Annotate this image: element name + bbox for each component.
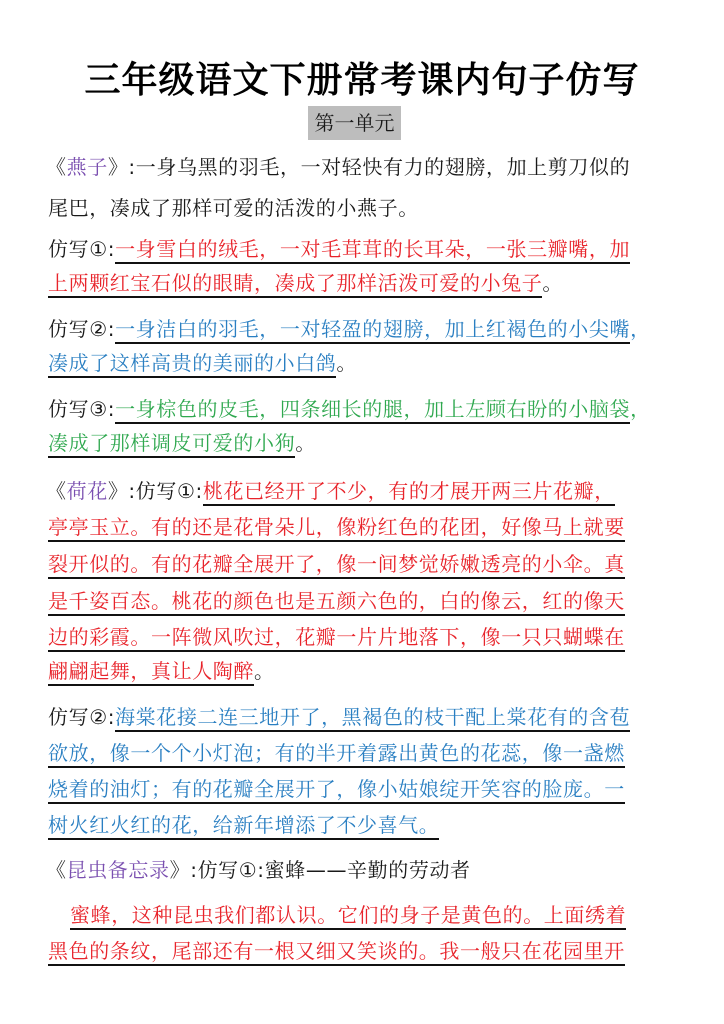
separator: : — [107, 397, 116, 421]
comma: ， — [630, 397, 651, 421]
insect-imitation-line-2 — [48, 936, 625, 972]
comma: ， — [630, 317, 651, 341]
imitation-text: 裂开似的。有的花瓣全展开了，像一间梦觉娇嫩透亮的小伞。真 — [48, 552, 625, 579]
period: 。 — [295, 431, 316, 455]
separator: : — [195, 479, 203, 503]
insect-imitation-line-1 — [70, 900, 626, 936]
imitation-3-line-2 — [48, 428, 316, 464]
imitation-text: 亭亭玉立。有的还是花骨朵儿，像粉红色的花团，好像马上就要 — [48, 515, 625, 542]
lesson-swallow-original-line-2 — [48, 193, 419, 229]
lotus-imitation-1-line-5 — [48, 622, 625, 658]
period: 。 — [542, 271, 564, 295]
imitation-text: 凑成了这样高贵的美丽的小白鸽 — [48, 351, 336, 378]
imitation-2-line-2 — [48, 348, 357, 384]
book-bracket-open: 《 — [46, 858, 67, 882]
imitation-1-line-1 — [48, 234, 630, 270]
imitation-text: 一身雪白的绒毛，一对毛茸茸的长耳朵，一张三瓣嘴，加 — [115, 237, 630, 264]
imitation-text: 是千姿百态。桃花的颜色也是五颜六色的，白的像云，红的像天 — [48, 589, 625, 616]
lotus-imitation-1-line-2 — [48, 512, 625, 548]
imitation-text: 烧着的油灯；有的花瓣全展开了，像小姑娘绽开笑容的脸庞。一 — [48, 777, 625, 804]
imitation-text: 欲放，像一个个小灯泡；有的半开着露出黄色的花蕊，像一盏燃 — [48, 741, 625, 768]
lotus-imitation-1-line-6 — [48, 656, 275, 692]
lesson-swallow-original-line-1 — [46, 152, 630, 188]
separator: : — [107, 705, 116, 729]
imitation-label: 仿写② — [48, 705, 108, 729]
imitation-label: 仿写① — [197, 858, 258, 882]
imitation-2-line-1 — [48, 314, 651, 350]
separator: : — [128, 479, 136, 503]
imitation-text: 上两颗红宝石似的眼睛，凑成了那样活泼可爱的小兔子 — [48, 271, 542, 298]
imitation-text: 蜜蜂，这种昆虫我们都认识。它们的身子是黄色的。上面绣着 — [70, 903, 626, 930]
imitation-text: 树火红火红的花，给新年增添了不少喜气。 — [48, 813, 439, 840]
lesson-title-lotus: 荷花 — [66, 479, 108, 503]
imitation-heading: 蜜蜂——辛勤的劳动者 — [264, 858, 471, 882]
book-bracket-open: 《 — [46, 479, 67, 503]
book-bracket-close: 》 — [169, 858, 191, 882]
original-text: 尾巴，凑成了那样可爱的活泼的小燕子。 — [48, 196, 419, 220]
separator: : — [107, 317, 116, 341]
imitation-text: 一身洁白的羽毛，一对轻盈的翅膀，加上红褐色的小尖嘴 — [115, 317, 630, 344]
imitation-text: 翩翩起舞，真让人陶醉 — [48, 659, 254, 686]
imitation-label: 仿写① — [48, 237, 108, 261]
imitation-text: 边的彩霞。一阵微风吹过，花瓣一片片地落下，像一只只蝴蝶在 — [48, 625, 625, 652]
book-bracket-close: 》 — [107, 479, 129, 503]
imitation-label: 仿写② — [48, 317, 108, 341]
period: 。 — [254, 659, 275, 683]
document-title: 三年级语文下册常考课内句子仿写 — [84, 60, 640, 101]
lotus-imitation-2-line-4 — [48, 810, 439, 846]
period: 。 — [336, 351, 358, 375]
imitation-text: 海棠花接二连三地开了，黑褐色的枝干配上棠花有的含苞 — [115, 705, 630, 732]
imitation-text: 一身棕色的皮毛，四条细长的腿，加上左顾右盼的小脑袋 — [115, 397, 630, 424]
imitation-3-line-1 — [48, 394, 651, 430]
book-bracket-open: 《 — [46, 155, 67, 179]
lesson-title-insect: 昆虫备忘录 — [66, 858, 170, 882]
lotus-imitation-2-line-2 — [48, 738, 625, 774]
separator: : — [107, 237, 116, 261]
imitation-label: 仿写① — [135, 479, 196, 503]
separator: : — [128, 155, 136, 179]
imitation-1-line-2 — [48, 268, 563, 304]
lotus-imitation-2-line-3 — [48, 774, 625, 810]
lotus-imitation-2-line-1 — [48, 702, 630, 738]
imitation-text: 凑成了那样调皮可爱的小狗 — [48, 431, 295, 458]
original-text: 一身乌黑的羽毛，一对轻快有力的翅膀，加上剪刀似的 — [135, 155, 631, 179]
book-bracket-close: 》 — [107, 155, 129, 179]
lotus-imitation-1-line-3 — [48, 549, 625, 585]
separator: : — [257, 858, 265, 882]
lesson-title-swallow: 燕子 — [66, 155, 108, 179]
imitation-text: 桃花已经开了不少，有的才展开两三片花瓣， — [203, 479, 615, 506]
lotus-imitation-1-line-4 — [48, 586, 625, 622]
imitation-text: 黑色的条纹，尾部还有一根又细又笑谈的。我一般只在花园里开 — [48, 939, 625, 966]
lotus-imitation-1-line-1 — [46, 476, 615, 512]
separator: : — [190, 858, 198, 882]
insect-heading-line — [46, 855, 471, 891]
imitation-label: 仿写③ — [48, 397, 108, 421]
unit-badge: 第一单元 — [308, 106, 401, 140]
